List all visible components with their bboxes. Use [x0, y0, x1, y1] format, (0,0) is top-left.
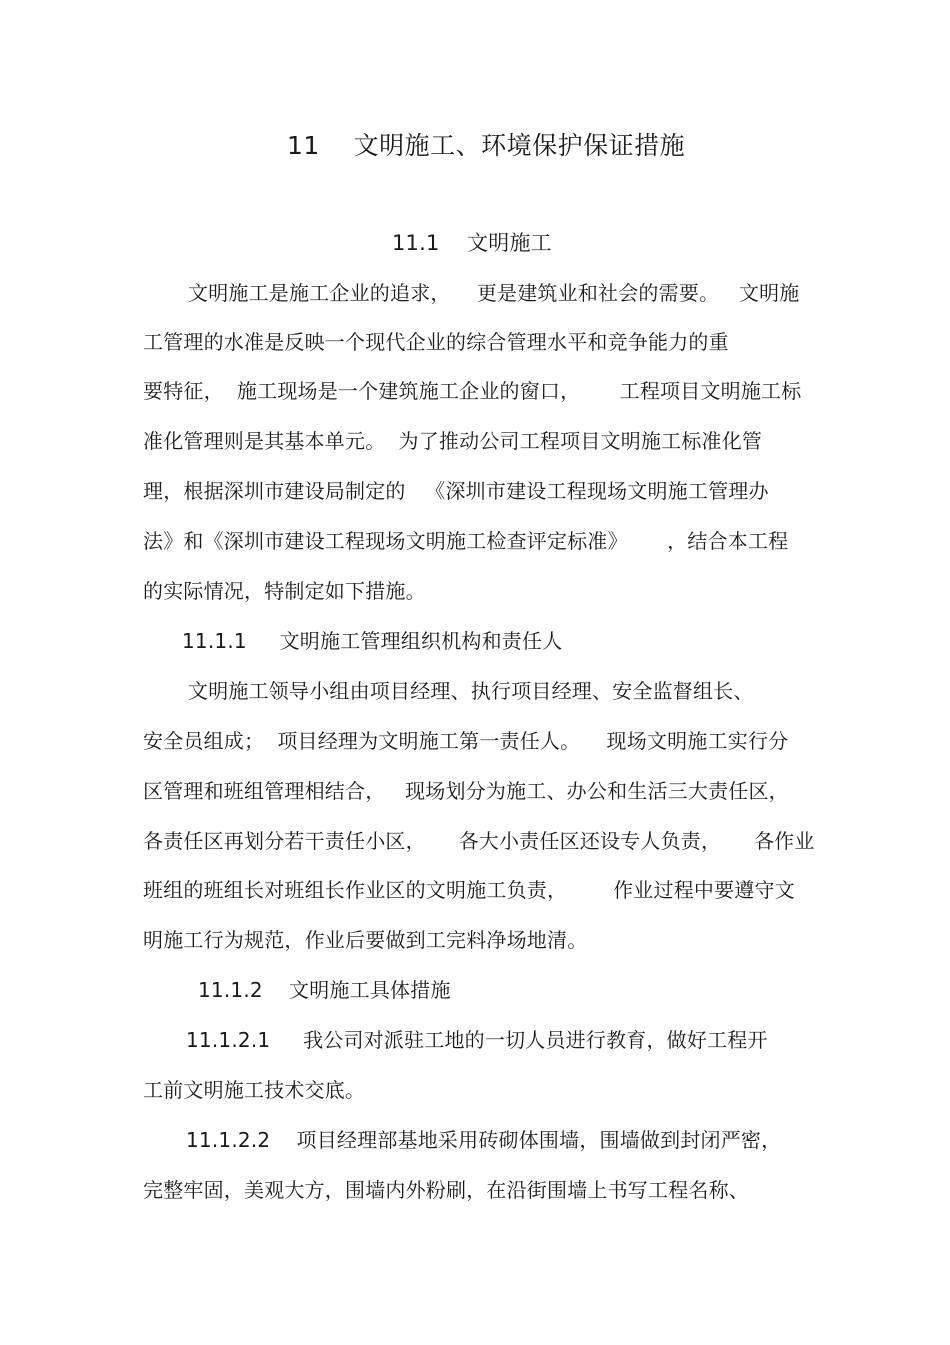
paragraph-line: 法》和《深圳市建设工程现场文明施工检查评定标准》 ，结合本工程: [143, 529, 789, 553]
paragraph-line: 文明施工是施工企业的追求， 更是建筑业和社会的需要。 文明施: [188, 281, 800, 305]
paragraph-line: 区管理和班组管理相结合， 现场划分为施工、办公和生活三大责任区，: [143, 779, 789, 803]
subsection-heading: 11.1.2 文明施工具体措施: [198, 978, 451, 1002]
subsection-heading: 11.1.1 文明施工管理组织机构和责任人: [182, 629, 563, 653]
paragraph-line: 工管理的水准是反映一个现代企业的综合管理水平和竞争能力的重: [143, 330, 729, 354]
paragraph-line: 准化管理则是其基本单元。 为了推动公司工程项目文明施工标准化管: [143, 429, 763, 453]
paragraph-line: 11.1.2.2 项目经理部基地采用砖砌体围墙，围墙做到封闭严密，: [186, 1128, 782, 1152]
paragraph-line: 要特征， 施工现场是一个建筑施工企业的窗口， 工程项目文明施工标: [143, 379, 802, 403]
section-heading: 11.1 文明施工: [392, 231, 552, 255]
paragraph-line: 11.1.2.1 我公司对派驻工地的一切人员进行教育，做好工程开: [186, 1028, 768, 1052]
paragraph-line: 安全员组成； 项目经理为文明施工第一责任人。 现场文明施工实行分: [143, 729, 789, 753]
page-title: 11 文明施工、环境保护保证措施: [287, 131, 686, 160]
paragraph-line: 的实际情况，特制定如下措施。: [143, 579, 426, 603]
paragraph-line: 文明施工领导小组由项目经理、执行项目经理、安全监督组长、: [188, 679, 754, 703]
paragraph-line: 工前文明施工技术交底。: [143, 1078, 366, 1102]
paragraph-line: 班组的班组长对班组长作业区的文明施工负责， 作业过程中要遵守文: [143, 878, 795, 902]
paragraph-line: 明施工行为规范，作业后要做到工完料净场地清。: [143, 928, 588, 952]
paragraph-line: 理，根据深圳市建设局制定的 《深圳市建设工程现场文明施工管理办: [143, 479, 769, 503]
paragraph-line: 完整牢固，美观大方，围墙内外粉刷，在沿街围墙上书写工程名称、: [143, 1178, 749, 1202]
paragraph-line: 各责任区再划分若干责任小区， 各大小责任区还设专人负责， 各作业: [143, 829, 815, 853]
